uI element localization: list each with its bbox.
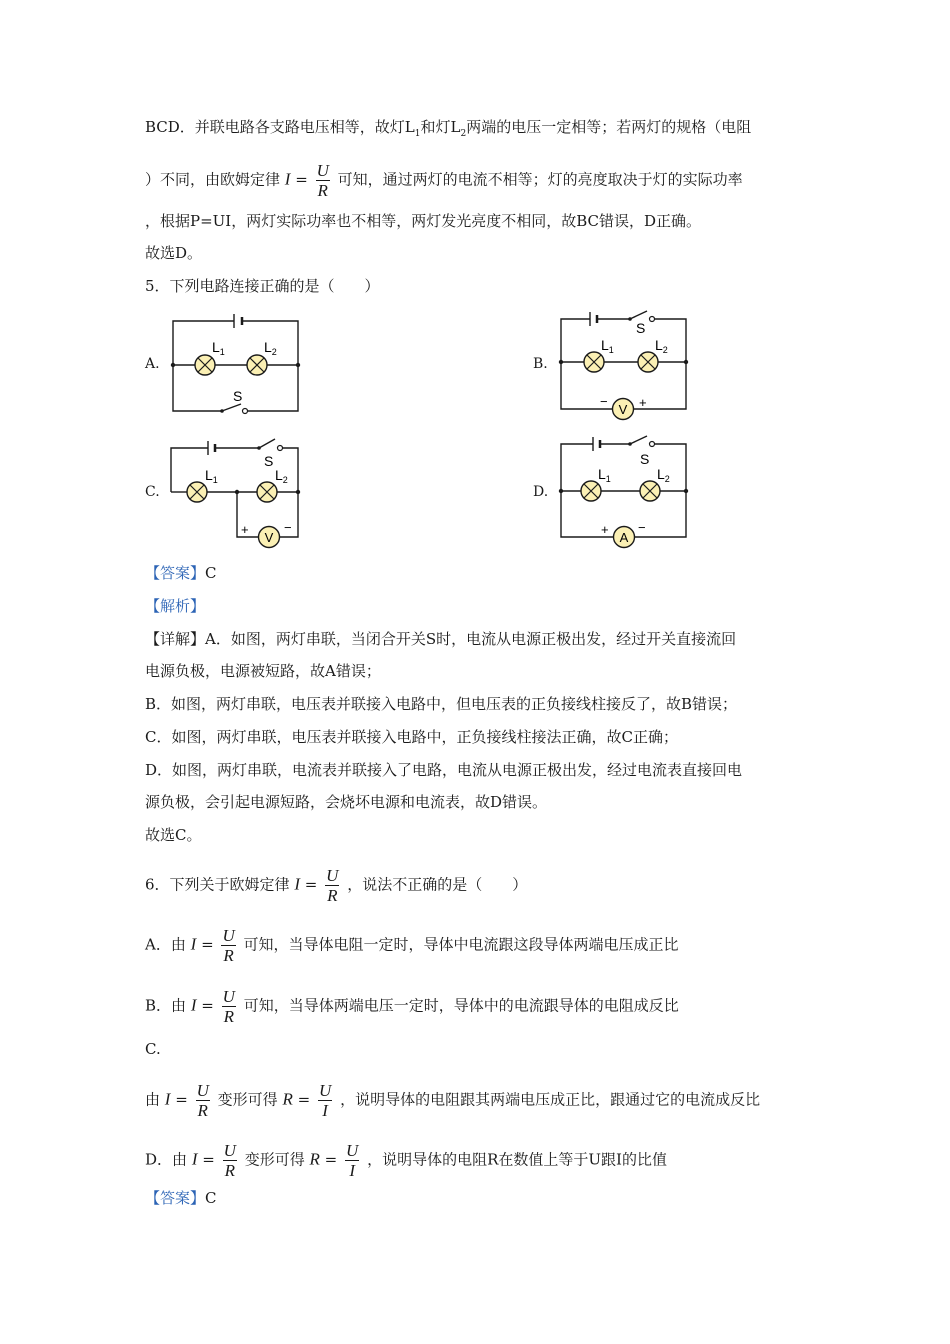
q6-option-b: B．由 I = $\frac{U}{R}$ 可知，当导体两端电压一定时，导体中的电流跟导体的电阻成反比 (145, 987, 679, 1026)
fraction-u-over-r: $\frac{U}{R}$ (326, 866, 339, 905)
q5-stem: 5．下列电路连接正确的是（ ） (145, 277, 380, 295)
q5-option-b-label: B. (533, 356, 548, 372)
lamp-icon (195, 355, 215, 375)
q5-conclusion: 故选C。 (145, 826, 202, 844)
svg-text:V: V (618, 402, 628, 417)
svg-text:L1: $L_1$ (205, 467, 218, 485)
svg-text:+: + (241, 522, 249, 537)
prev-line-1: BCD．并联电路各支路电压相等，故灯$L_1$和灯$L_2$两端的电压一定相等；若两灯的规格（电阻 (145, 118, 752, 139)
svg-text:A: A (619, 530, 629, 545)
lamp-icon (640, 481, 660, 501)
q5-option-d-label: D. (533, 484, 549, 500)
svg-text:+: + (601, 522, 609, 537)
svg-text:S: S (233, 388, 243, 404)
q6-stem: 6．下列关于欧姆定律 I = $\frac{U}{R}$ ，说法不正确的是（ ） (145, 866, 528, 905)
q5-detail-line-4: C．如图，两灯串联，电压表并联接入电路中，正负接线柱接法正确，故C正确； (145, 728, 678, 746)
fraction-u-over-i: $\frac{U}{I}$ (346, 1141, 359, 1180)
q5-detail-line-6: 源负极，会引起电源短路，会烧坏电源和电流表，故D错误。 (145, 793, 548, 811)
fraction-u-over-r: $\frac{U}{R}$ (316, 161, 329, 200)
svg-text:L1: $L_1$ (601, 337, 614, 355)
svg-text:S: S (636, 320, 646, 336)
svg-text:−: − (284, 520, 292, 535)
fraction-u-over-r: $\frac{U}{R}$ (222, 987, 235, 1026)
q5-analysis-tag: 【解析】 (145, 597, 206, 615)
svg-text:+: + (639, 395, 647, 410)
svg-text:−: − (600, 394, 608, 409)
q6-option-c: 由 I = $\frac{U}{R}$ 变形可得 R = $\frac{U}{I}$ ，说明导体的电阻跟其两端电压成正比，跟通过它的电流成反比 (145, 1081, 761, 1120)
svg-text:V: V (264, 530, 274, 545)
voltmeter-icon (613, 399, 634, 420)
q5-detail-line-3: B．如图，两灯串联，电压表并联接入电路中，但电压表的正负接线柱接反了，故B错误； (145, 695, 738, 713)
ammeter-icon (614, 527, 635, 548)
lamp-icon (584, 352, 604, 372)
q6-option-c-label: C. (145, 1040, 161, 1058)
prev-conclusion: 故选D。 (145, 244, 203, 262)
prev-line-2: ）不同，由欧姆定律 I = $\frac{U}{R}$ 可知，通过两灯的电流不相等；灯的亮度取决于灯的实际功率 (145, 161, 743, 200)
svg-text:L2: $L_2$ (275, 467, 288, 485)
q6-option-d: D．由 I = $\frac{U}{R}$ 变形可得 R = $\frac{U}{I}$ ，说明导体的电阻R在数值上等于U跟I的比值 (145, 1141, 667, 1180)
fraction-u-over-r: $\frac{U}{R}$ (222, 926, 235, 965)
lamp-icon (638, 352, 658, 372)
circuit-diagram-d (548, 430, 698, 550)
q5-detail-line-2: 电源负极，电源被短路，故A错误； (145, 662, 381, 680)
svg-text:−: − (638, 520, 646, 535)
fraction-u-over-i: $\frac{U}{I}$ (319, 1081, 332, 1120)
fraction-u-over-r: $\frac{U}{R}$ (223, 1141, 236, 1180)
svg-text:L1: $L_1$ (212, 339, 225, 357)
q6-option-a: A．由 I = $\frac{U}{R}$ 可知，当导体电阻一定时，导体中电流跟这段导体两端电压成正比 (145, 926, 679, 965)
lamp-icon (257, 482, 277, 502)
q6-answer: 【答案】C (145, 1189, 217, 1207)
q5-option-c-label: C. (145, 484, 160, 500)
svg-text:L2: $L_2$ (264, 339, 277, 357)
voltmeter-icon (259, 527, 280, 548)
q5-option-a-label: A. (145, 356, 160, 372)
lamp-icon (247, 355, 267, 375)
svg-text:L1: $L_1$ (598, 466, 611, 484)
svg-text:L2: $L_2$ (655, 337, 668, 355)
q5-detail-line-5: D．如图，两灯串联，电流表并联接入了电路，电流从电源正极出发，经过电流表直接回电 (145, 761, 743, 779)
circuit-diagram-c (160, 430, 310, 550)
lamp-icon (581, 481, 601, 501)
q5-detail-line-1: 【详解】A．如图，两灯串联，当闭合开关S时，电流从电源正极出发，经过开关直接流回 (145, 630, 737, 648)
prev-line-3: ，根据P=UI，两灯实际功率也不相等，两灯发光亮度不相同，故BC错误，D正确。 (145, 212, 702, 230)
svg-text:L2: $L_2$ (657, 466, 670, 484)
circuit-diagram-b (548, 305, 698, 420)
svg-text:S: S (640, 451, 650, 467)
fraction-u-over-r: $\frac{U}{R}$ (196, 1081, 209, 1120)
lamp-icon (187, 482, 207, 502)
q5-answer: 【答案】C (145, 564, 217, 582)
svg-text:S: S (264, 453, 274, 469)
circuit-diagram-a (160, 305, 310, 420)
